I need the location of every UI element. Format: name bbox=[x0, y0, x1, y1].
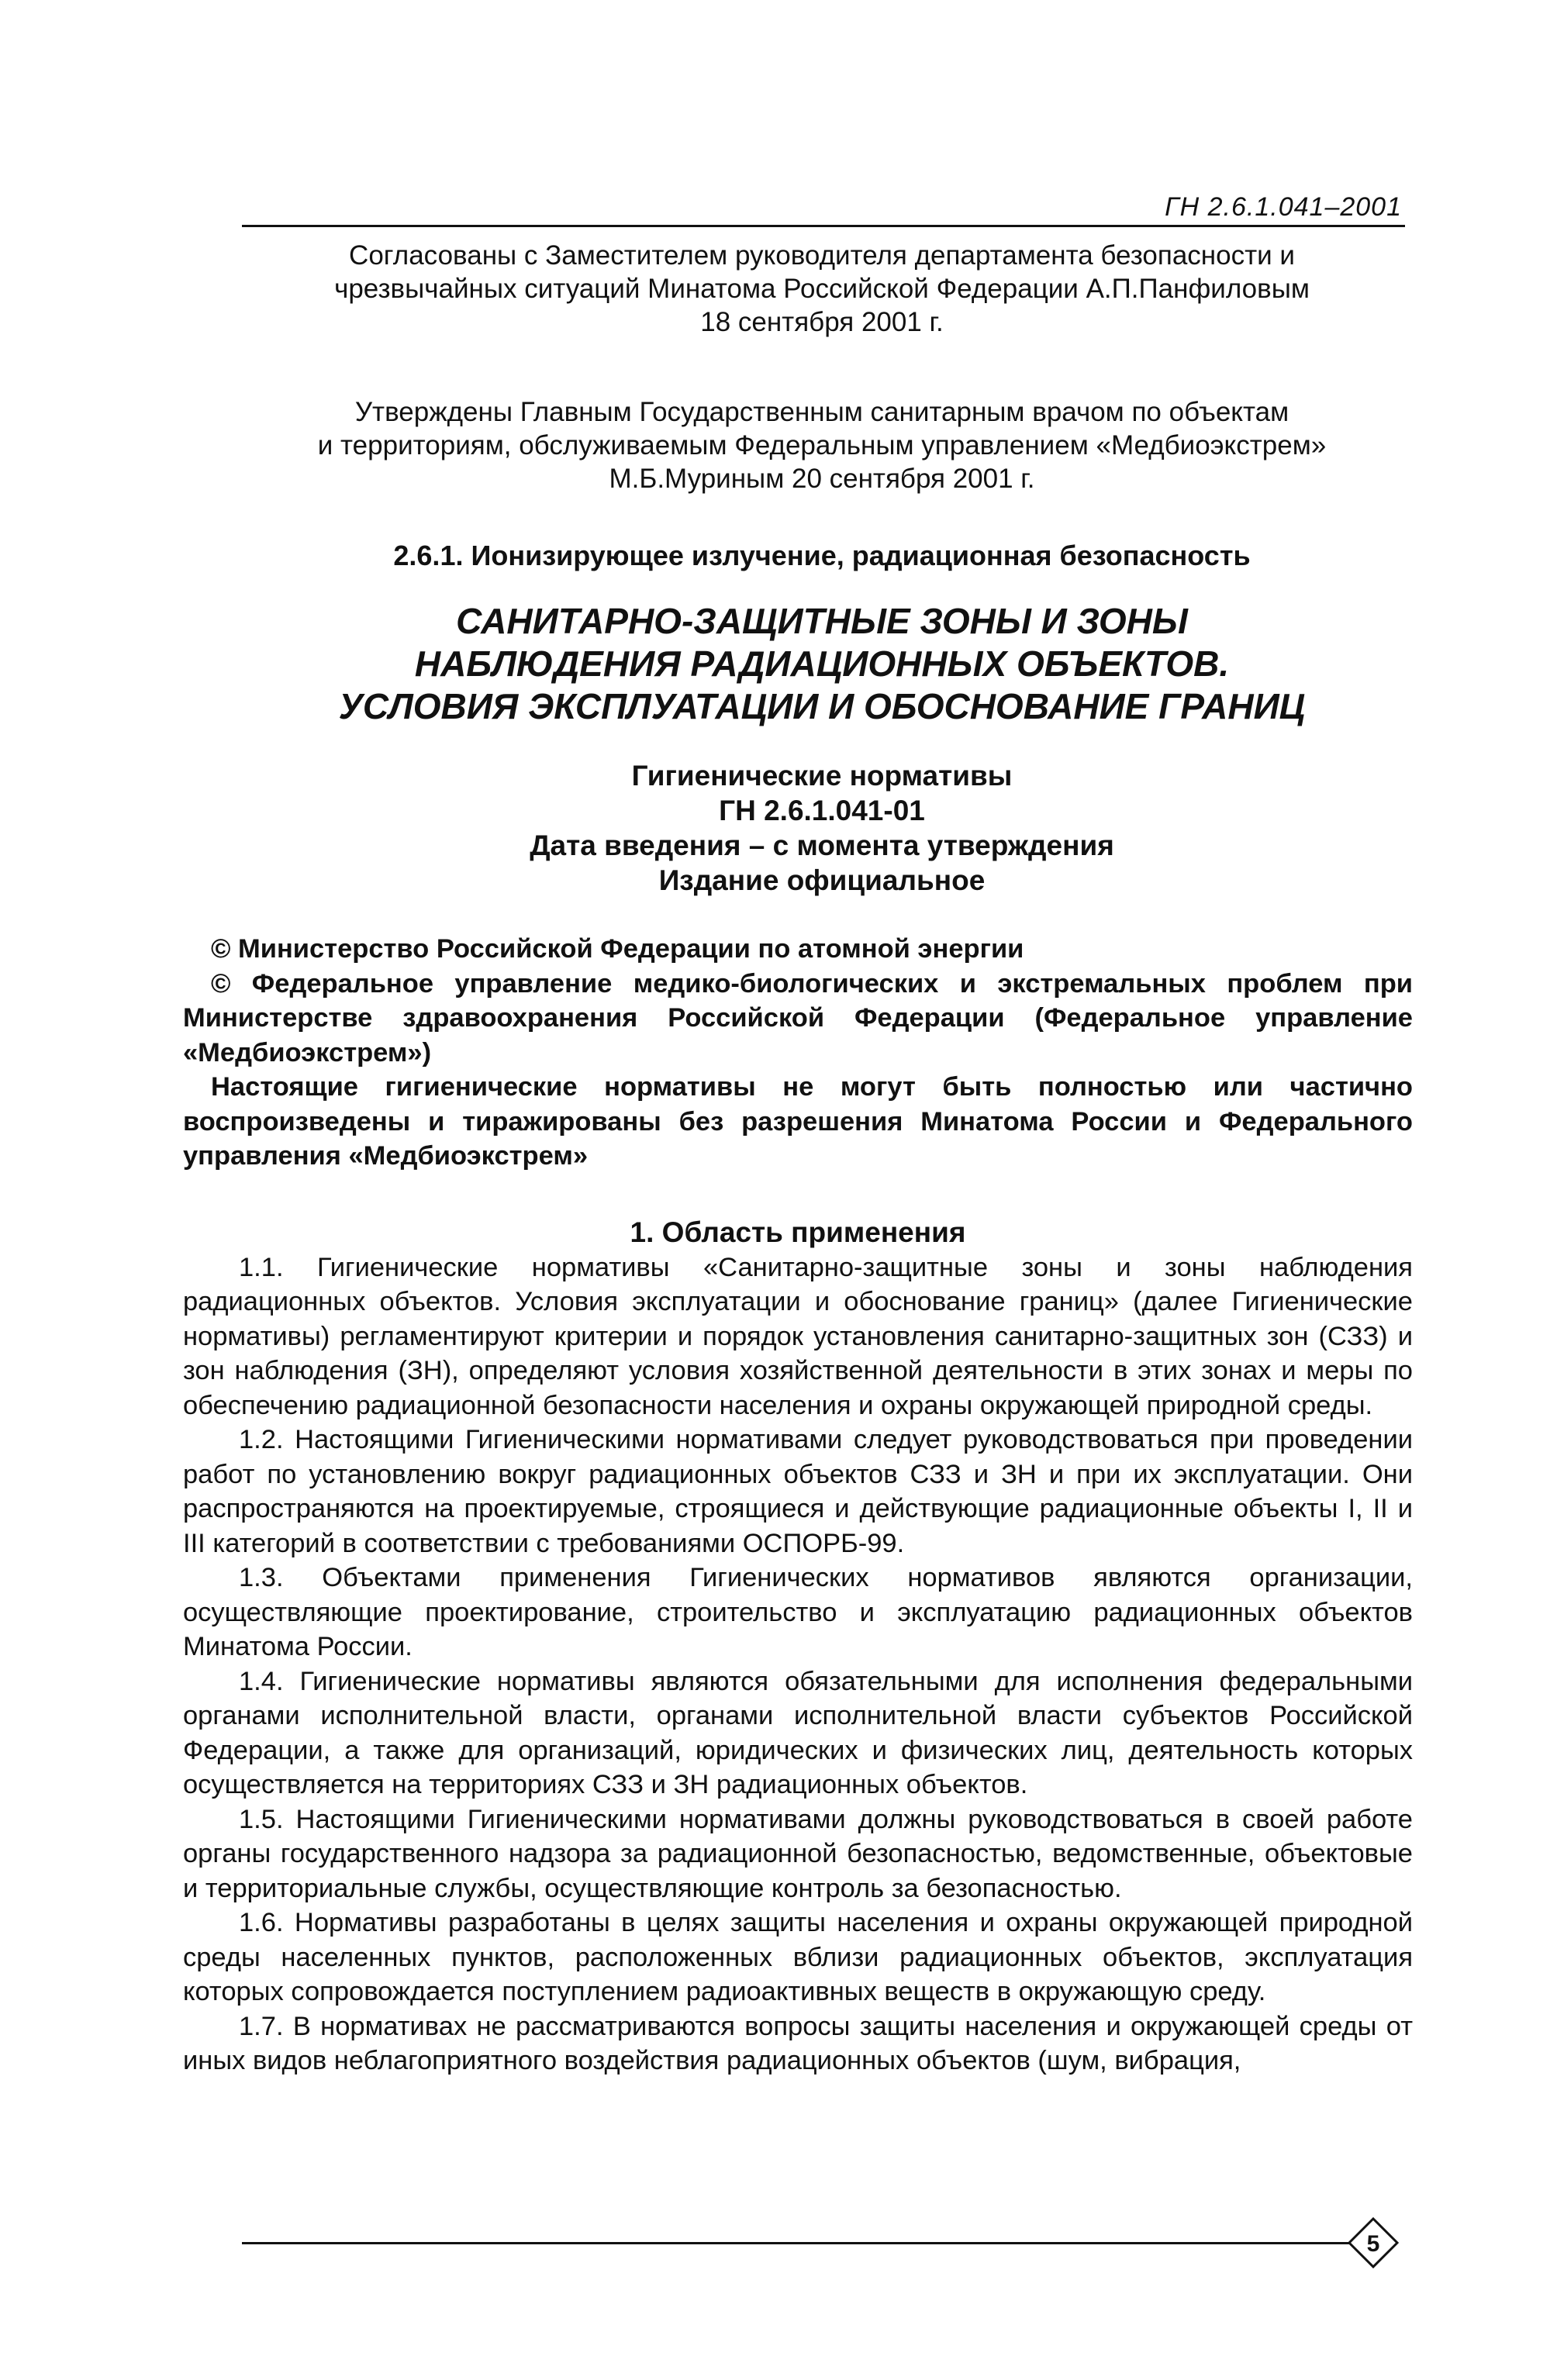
copyright-fmba: © Федеральное управление медико-биологических и экстремальных проблем при Министерстве здравоохранения Российской Федерации (Федеральное управление «Медбиоэкстрем») bbox=[183, 968, 1413, 1068]
document-meta bbox=[233, 758, 1411, 898]
agreement-line: чрезвычайных ситуаций Минатома Российской Федерации А.П.Панфиловым bbox=[334, 274, 1310, 304]
page-number-badge bbox=[1346, 2216, 1400, 2270]
section-code-heading: 2.6.1. Ионизирующее излучение, радиационная безопасность bbox=[393, 540, 1251, 571]
intro-date: Дата введения – с момента утверждения bbox=[530, 830, 1114, 861]
doc-type: Гигиенические нормативы bbox=[631, 760, 1013, 792]
paragraph: 1.5. Настоящими Гигиеническими нормативами должны руководствоваться в своей работе органы государственного надзора за радиационной безопасностью, ведомственные, объектовые и территориальные службы, осуществляющие контроль за безопасностью. bbox=[183, 1804, 1413, 1903]
copyright-notice: Настоящие гигиенические нормативы не могут быть полностью или частично воспроизведены и тиражированы без разрешения Минатома России и Федерального управления «Медбиоэкстрем» bbox=[183, 1072, 1413, 1171]
paragraph: 1.2. Настоящими Гигиеническими нормативами следует руководствоваться при проведении работ по установлению вокруг радиационных объектов СЗЗ и ЗН и при их эксплуатации. Они распространяются на проектируемые, строящиеся и действующие радиационные объекты I, II и III категорий в соответствии с требованиями ОСПОРБ-99. bbox=[183, 1425, 1413, 1558]
paragraph: 1.4. Гигиенические нормативы являются обязательными для исполнения федеральными органами исполнительной власти, органами исполнительной власти субъектов Российской Федерации, а также для организаций, юридических и физических лиц, деятельность которых осуществляется на территориях СЗЗ и ЗН радиационных объектов. bbox=[183, 1666, 1413, 1799]
title-line: САНИТАРНО-ЗАЩИТНЫЕ ЗОНЫ И ЗОНЫ bbox=[456, 601, 1188, 641]
paragraph: 1.6. Нормативы разработаны в целях защиты населения и охраны окружающей природной среды населенных пунктов, расположенных вблизи радиационных объектов, эксплуатация которых сопровождается поступлением радиоактивных веществ в окружающую среду. bbox=[183, 1908, 1413, 2006]
copyright-block bbox=[183, 932, 1413, 1174]
approval-line: М.Б.Муриным 20 сентября 2001 г. bbox=[609, 464, 1035, 494]
edition: Издание официальное bbox=[658, 864, 986, 896]
paragraph: 1.3. Объектами применения Гигиенических нормативов являются организации, осуществляющие проектирование, строительство и эксплуатацию радиационных объектов Минатома России. bbox=[183, 1563, 1413, 1661]
approval-line: и территориям, обслуживаемым Федеральным управлением «Медбиоэкстрем» bbox=[317, 430, 1327, 460]
paragraph: 1.7. В нормативах не рассматриваются вопросы защиты населения и окружающей среды от иных видов неблагоприятного воздействия радиационных объектов (шум, вибрация, bbox=[183, 2011, 1413, 2075]
title-line: УСЛОВИЯ ЭКСПЛУАТАЦИИ И ОБОСНОВАНИЕ ГРАНИЦ bbox=[338, 686, 1306, 726]
footer-divider bbox=[242, 2242, 1351, 2244]
agreement-line: 18 сентября 2001 г. bbox=[700, 307, 944, 337]
page-number: 5 bbox=[1366, 2231, 1380, 2257]
running-header-doc-code: ГН 2.6.1.041–2001 bbox=[1165, 192, 1402, 222]
approval-block bbox=[233, 395, 1411, 495]
agreement-line: Согласованы с Заместителем руководителя департамента безопасности и bbox=[349, 240, 1295, 271]
agreement-block bbox=[233, 239, 1411, 339]
title-line: НАБЛЮДЕНИЯ РАДИАЦИОННЫХ ОБЪЕКТОВ. bbox=[414, 643, 1230, 684]
section-heading: 1. Область применения bbox=[630, 1216, 966, 1248]
section-1 bbox=[183, 1200, 1413, 2078]
approval-line: Утверждены Главным Государственным санитарным врачом по объектам bbox=[354, 397, 1289, 427]
copyright-ministry: © Министерство Российской Федерации по атомной энергии bbox=[211, 934, 1024, 964]
paragraph: 1.1. Гигиенические нормативы «Санитарно-защитные зоны и зоны наблюдения радиационных объектов. Условия эксплуатации и обоснование границ» (далее Гигиенические нормативы) регламентируют критерии и порядок установления санитарно-защитных зон (СЗЗ) и зон наблюдения (ЗН), определяют условия хозяйственной деятельности в этих зонах и меры по обеспечению радиационной безопасности населения и охраны окружающей природной среды. bbox=[183, 1252, 1413, 1420]
document-title bbox=[233, 600, 1411, 728]
header-divider bbox=[242, 225, 1405, 227]
doc-code: ГН 2.6.1.041-01 bbox=[719, 795, 925, 826]
